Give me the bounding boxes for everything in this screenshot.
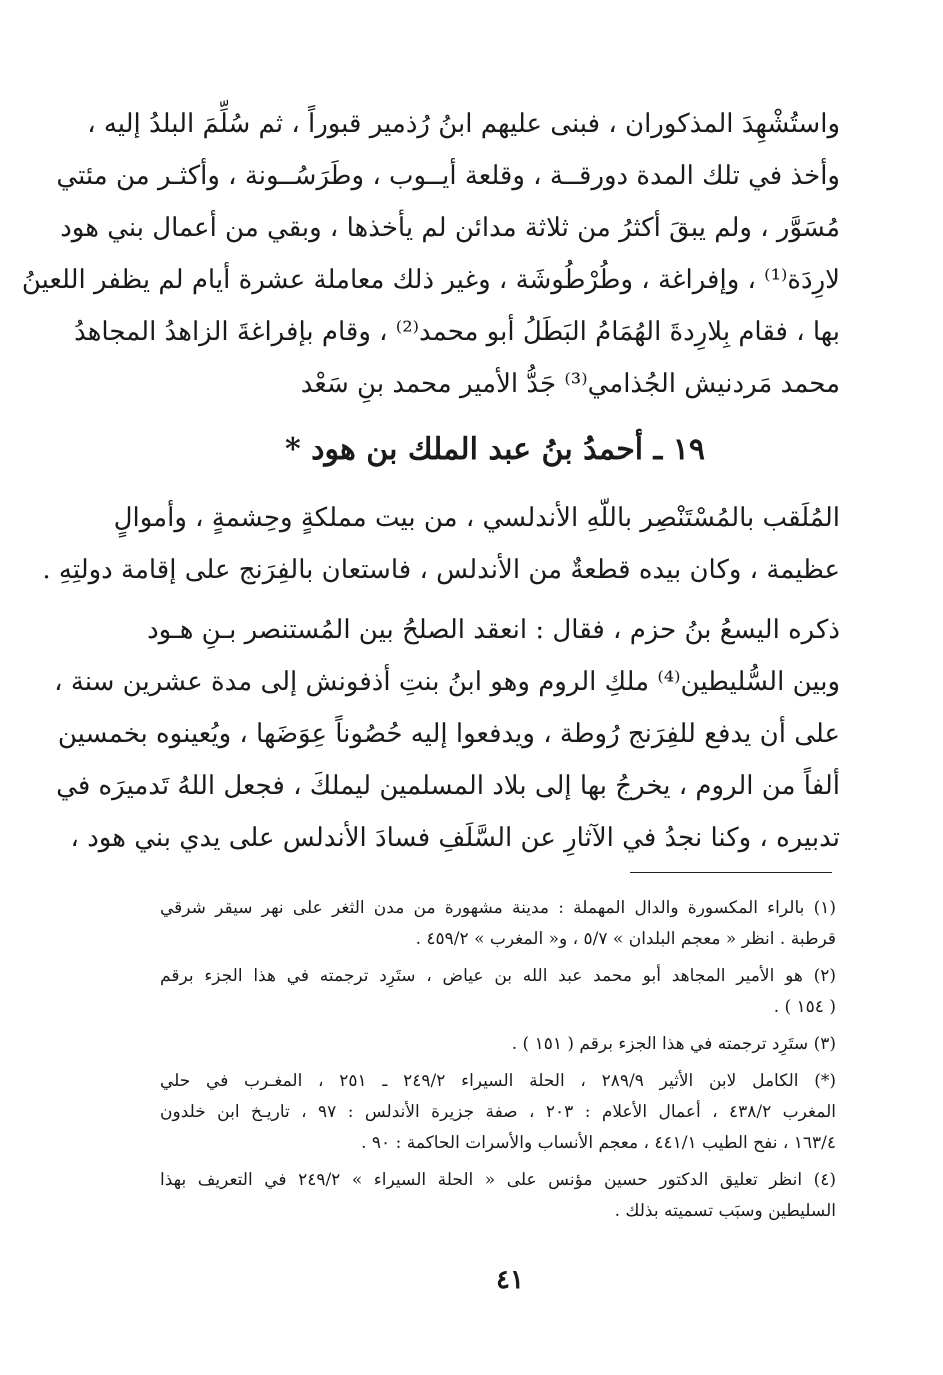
footnote-4 — [160, 1165, 836, 1227]
footnote-sources — [160, 1066, 836, 1159]
paragraph-1 — [21, 98, 840, 410]
text-line: لارِدَة⁽¹⁾ ، وإفراغة ، وطُرْطُوشَة ، وغير ذلك معاملة عشرة أيام لم يظفر اللعينُ — [21, 265, 840, 295]
footnote-line: ( ١٥٤ ) . — [773, 997, 836, 1017]
footnote-line: (١) بالراء المكسورة والدال المهملة : مدينة مشهورة من مدن الثغر على نهر سيقر شرقي — [160, 898, 836, 918]
footnotes — [160, 893, 836, 1233]
text-line: عظيمة ، وكان بيده قطعةٌ من الأندلس ، فاستعان بالفِرَنج على إقامة دولتِهِ . — [42, 555, 840, 585]
paragraph-2 — [42, 492, 840, 596]
text-line: واستُشْهِدَ المذكوران ، فبنى عليهم ابنُ رُذمير قبوراً ، ثم سُلِّمَ البلدُ إليه ، — [87, 109, 840, 139]
text-line: مُسَوَّر ، ولم يبقَ أكثرُ من ثلاثة مدائن لم يأخذها ، وبقي من أعمال بني هود — [60, 213, 840, 243]
text-line: تدبيره ، وكنا نجدُ في الآثارِ عن السَّلَفِ فسادَ الأندلس على يدي بني هود ، — [70, 823, 840, 853]
text-line: المُلَقب بالمُسْتَنْصِر باللّهِ الأندلسي ، من بيت مملكةٍ وحِشمةٍ ، وأموالٍ — [113, 503, 840, 533]
text-line: ألفاً من الروم ، يخرجُ بها إلى بلاد المسلمين ليملكَ ، فجعل اللهُ تَدميرَه في — [56, 771, 840, 801]
text-line: محمد مَردنيش الجُذامي⁽³⁾ جَدُّ الأمير محمد بنِ سَعْد — [300, 369, 840, 399]
footnote-line: (٤) انظر تعليق الدكتور حسين مؤنس على « الحلة السيراء » ٢٤٩/٢ في التعريف بهذا — [160, 1170, 836, 1190]
footnote-line: المغرب ٤٣٨/٢ ، أعمال الأعلام : ٢٠٣ ، صفة جزيرة الأندلس : ٩٧ ، تاريـخ ابن خلدون — [160, 1102, 836, 1122]
footnote-3 — [160, 1029, 836, 1060]
paragraph-3 — [54, 604, 840, 864]
footnote-divider — [630, 872, 832, 873]
footnote-1 — [160, 893, 836, 955]
footnote-line: (٢) هو الأمير المجاهد أبو محمد عبد الله بن عياض ، ستَرِد ترجمته في هذا الجزء برقم — [160, 966, 836, 986]
footnote-line: السليطين وسبَب تسميته بذلك . — [614, 1201, 836, 1221]
footnote-line: قرطبة . انظر « معجم البلدان » ٥/٧ ، و« المغرب » ٤٥٩/٢ . — [415, 929, 836, 949]
footnote-line: (*) الكامل لابن الأثير ٢٨٩/٩ ، الحلة السيراء ٢٤٩/٢ ـ ٢٥١ ، المغـرب في حلي — [160, 1071, 836, 1091]
text-line: وأخذ في تلك المدة دورقــة ، وقلعة أيــوب ، وطَرَسُــونة ، وأكثـر من مئتي — [56, 161, 840, 191]
text-line: على أن يدفع للفِرَنج رُوطة ، ويدفعوا إليه حُصُوناً عِوَضَها ، ويُعينوه بخمسين — [57, 719, 840, 749]
page-number: ٤١ — [496, 1265, 524, 1295]
entry-heading: ١٩ ـ أحمدُ بنُ عبد الملك بن هود * — [284, 432, 706, 467]
footnote-line: (٣) ستَرِد ترجمته في هذا الجزء برقم ( ١٥١ ) . — [511, 1034, 836, 1054]
text-line: ذكره اليسعُ بنُ حزم ، فقال : انعقد الصلحُ بين المُستنصر بـنِ هـود — [147, 615, 840, 645]
footnote-line: ١٦٣/٤ ، نفح الطيب ٤٤١/١ ، معجم الأنساب والأسرات الحاكمة : ٩٠ . — [361, 1133, 836, 1153]
text-line: بها ، فقام بِلارِدةَ الهُمَامُ البَطَلُ أبو محمد⁽²⁾ ، وقام بإفراغةَ الزاهدُ المجاهدُ — [74, 317, 840, 347]
footnote-2 — [160, 961, 836, 1023]
text-line: وبين السُّليطين⁽⁴⁾ ملكِ الروم وهو ابنُ بنتِ أذفونش إلى مدة عشرين سنة ، — [54, 667, 840, 697]
